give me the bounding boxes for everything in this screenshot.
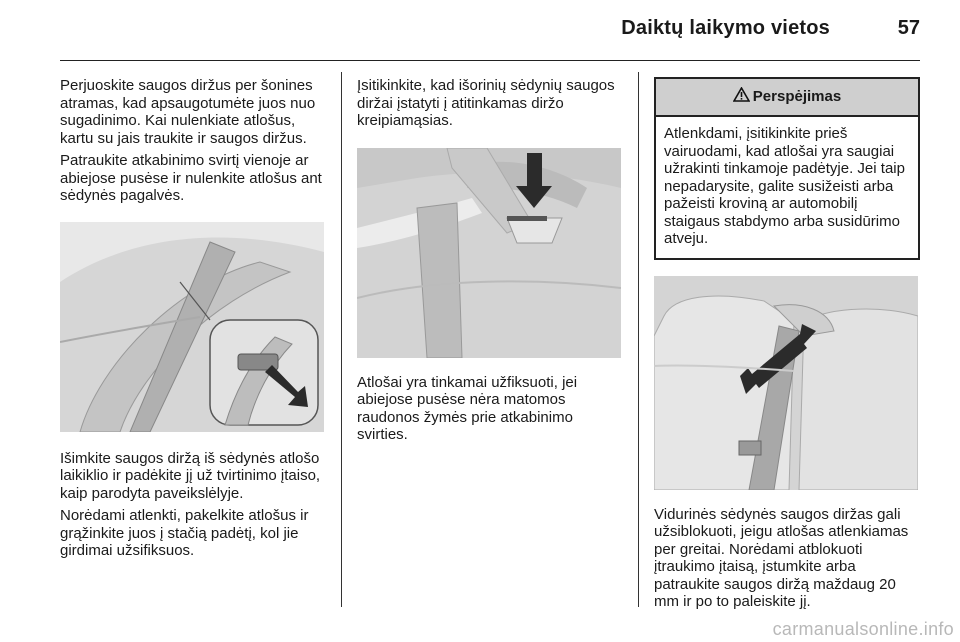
paragraph: Atlošai yra tinkamai užfiksuoti, jei abiejose pusėse nėra matomos raudonos žymės prie atkabinimo svirties. <box>357 373 578 443</box>
column-1 <box>60 77 328 565</box>
page-title: Daiktų laikymo vietos <box>621 17 830 39</box>
figure-belt-guide <box>357 148 621 358</box>
paragraph: Norėdami atlenkti, pakelkite atlošus ir grąžinkite juos į stačią padėtį, kol jie girdimai užsifiksuos. <box>60 507 309 559</box>
warning-title: Perspėjimas <box>752 88 842 106</box>
warning-box <box>654 77 920 260</box>
page-header <box>0 0 960 60</box>
column-divider-1 <box>341 72 342 607</box>
paragraph: Perjuoskite saugos diržus per šonines atramas, kad apsaugotumėte juos nuo sugadinimo. Kai nulenkiate atlošus, kartu su jais traukite ir saugos diržus. <box>60 77 316 147</box>
paragraph: Vidurinės sėdynės saugos diržas gali užsiblokuoti, jeigu atlošas atlenkiamas per greitai. Norėdami atblokuoti įtraukimo įtaisą, įstumkite arba patraukite saugos diržą maždaug 20 mm ir po to paleiskite jį. <box>654 505 909 610</box>
column-2 <box>357 77 625 449</box>
paragraph: Išimkite saugos diržą iš sėdynės atlošo laikiklio ir padėkite jį už tvirtinimo įtaiso, kaip parodyta paveikslėlyje. <box>60 449 321 502</box>
header-divider <box>60 60 920 61</box>
figure-center-belt <box>654 276 918 490</box>
figure-seatbelt-holder <box>60 222 324 432</box>
paragraph: Įsitikinkite, kad išorinių sėdynių saugos diržai įstatyti į atitinkamas diržo kreipiamąsias. <box>357 77 615 129</box>
column-3 <box>654 77 920 616</box>
warning-text: Atlenkdami, įsitikinkite prieš vairuodami, kad atlošai yra saugiai užrakinti tinkamoje padėtyje. Jei taip nepadarysite, galite susižeisti arba pažeisti kroviną ar automobilį staigaus stabdymo arba susidūrimo atveju. <box>664 125 905 247</box>
warning-header <box>656 79 918 117</box>
page-number: 57 <box>897 17 920 39</box>
column-divider-2 <box>638 72 639 607</box>
paragraph: Patraukite atkabinimo svirtį vienoje ar abiejose pusėse ir nulenkite atlošus ant sėdynės pagalvės. <box>60 152 322 204</box>
watermark: carmanualsonline.info <box>772 619 954 639</box>
warning-triangle-icon <box>733 87 750 107</box>
